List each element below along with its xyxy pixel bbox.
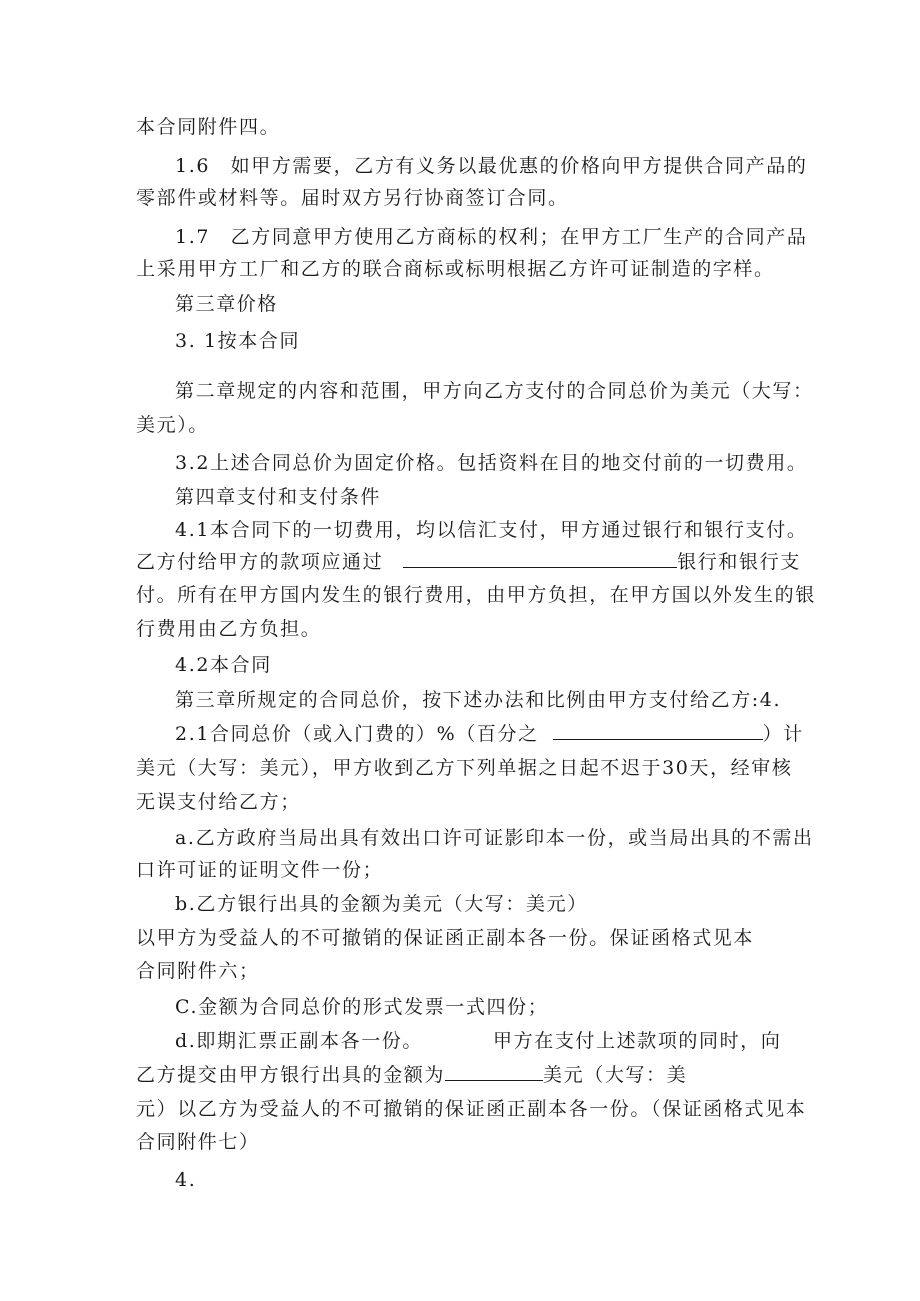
text-line: 付。所有在甲方国内发生的银行费用，由甲方负担，在甲方国以外发生的银 [136,584,816,606]
clause-4-2-1 [175,721,804,747]
text-fragment: 美元（大写：美 [543,1064,688,1086]
blank-field [403,549,677,568]
item-a: a.乙方政府当局出具有效出口许可证影印本一份，或当局出具的不需出 [175,827,814,849]
text-line: 合同附件七） [136,1131,260,1153]
clause-3-2: 3.2上述合同总价为固定价格。包括资料在目的地交付前的一切费用。 [175,452,808,474]
text-line: 第二章规定的内容和范围，甲方向乙方支付的合同总价为美元（大写： [175,380,814,402]
text-fragment: 甲方在支付上述款项的同时，向 [493,1030,782,1052]
blank-field [553,721,763,740]
text-line: 上采用甲方工厂和乙方的联合商标或标明根据乙方许可证制造的字样。 [136,258,775,280]
text-line: 合同附件六； [136,960,260,982]
text-line: 美元）。 [136,414,209,436]
chapter-3-heading: 第三章价格 [175,293,279,315]
text-fragment: d.即期汇票正副本各一份。 [175,1030,424,1052]
clause-4-start: 4. [175,1169,197,1191]
text-line: 行费用由乙方负担。 [136,618,322,640]
chapter-4-heading: 第四章支付和支付条件 [175,486,382,508]
text-fragment: 乙方提交由甲方银行出具的金额为 [136,1064,446,1086]
text-line: 第三章所规定的合同总价，按下述办法和比例由甲方支付给乙方:4. [175,689,782,711]
item-c: C.金额为合同总价的形式发票一式四份； [175,996,549,1018]
clause-1-6: 1.6 如甲方需要，乙方有义务以最优惠的价格向甲方提供合同产品的 [175,155,808,177]
clause-1-7: 1.7 乙方同意甲方使用乙方商标的权利；在甲方工厂生产的合同产品 [175,226,808,248]
text-line [136,549,801,575]
text-fragment: 2.1合同总价（或入门费的）%（百分之 [175,723,539,745]
text-line: 零部件或材料等。届时双方另行协商签订合同。 [136,187,569,209]
text-fragment: 乙方付给甲方的款项应通过 [136,551,384,573]
item-b: b.乙方银行出具的金额为美元（大写：美元） [175,893,588,915]
text-line [136,1062,687,1088]
text-fragment: ）计 [762,723,804,745]
clause-4-2: 4.2本合同 [175,654,272,676]
text-line: 口许可证的证明文件一份； [136,859,384,881]
item-d [175,1028,781,1054]
clause-3-1: 3. 1按本合同 [175,330,301,352]
text-fragment: 银行和银行支 [677,551,801,573]
text-line: 元）以乙方为受益人的不可撤销的保证函正副本各一份。（保证函格式见本 [136,1098,807,1120]
text-line: 以甲方为受益人的不可撤销的保证函正副本各一份。保证函格式见本 [136,927,755,949]
text-line: 本合同附件四。 [136,116,281,138]
clause-4-1: 4.1本合同下的一切费用，均以信汇支付，甲方通过银行和银行支付。 [175,519,808,541]
text-line: 无误支付给乙方； [136,791,301,813]
text-line: 美元（大写：美元），甲方收到乙方下列单据之日起不迟于30天，经审核 [136,757,793,779]
blank-field [445,1062,543,1081]
